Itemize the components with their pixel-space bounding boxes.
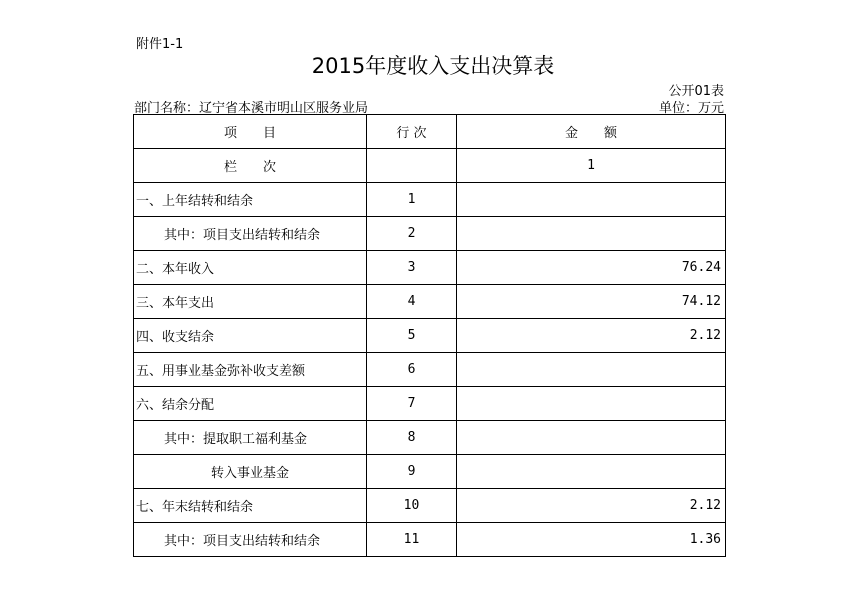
- row-item: 转入事业基金: [134, 455, 367, 489]
- row-line: 10: [367, 489, 457, 523]
- table-row: [134, 523, 726, 557]
- table-row: [134, 455, 726, 489]
- budget-table: [133, 114, 726, 557]
- row-amount: 76.24: [457, 251, 726, 285]
- header-row: [134, 115, 726, 149]
- column-line: [367, 149, 457, 183]
- department-name: 部门名称：辽宁省本溪市明山区服务业局: [134, 101, 369, 116]
- row-amount: 2.12: [457, 489, 726, 523]
- row-item: 其中：项目支出结转和结余: [134, 217, 367, 251]
- header-line: 行 次: [367, 115, 457, 149]
- table-row: [134, 319, 726, 353]
- row-line: 9: [367, 455, 457, 489]
- row-line: 1: [367, 183, 457, 217]
- table-row: [134, 285, 726, 319]
- row-amount: [457, 183, 726, 217]
- row-item: 四、收支结余: [134, 319, 367, 353]
- row-line: 3: [367, 251, 457, 285]
- row-amount: [457, 353, 726, 387]
- row-amount: [457, 217, 726, 251]
- row-line: 5: [367, 319, 457, 353]
- row-item: 七、年末结转和结余: [134, 489, 367, 523]
- table-row: [134, 353, 726, 387]
- row-item: 五、用事业基金弥补收支差额: [134, 353, 367, 387]
- row-item: 六、结余分配: [134, 387, 367, 421]
- table-row: [134, 183, 726, 217]
- row-amount: 1.36: [457, 523, 726, 557]
- row-item: 其中：提取职工福利基金: [134, 421, 367, 455]
- column-amount: 1: [457, 149, 726, 183]
- row-amount: 2.12: [457, 319, 726, 353]
- row-amount: [457, 421, 726, 455]
- row-line: 7: [367, 387, 457, 421]
- table-row: [134, 387, 726, 421]
- row-item: 其中：项目支出结转和结余: [134, 523, 367, 557]
- form-code: 公开01表: [668, 84, 724, 99]
- unit-label: 单位：万元: [658, 101, 724, 116]
- row-item: 二、本年收入: [134, 251, 367, 285]
- column-number-row: [134, 149, 726, 183]
- row-item: 三、本年支出: [134, 285, 367, 319]
- table-row: [134, 251, 726, 285]
- header-amount: 金 额: [457, 115, 726, 149]
- row-line: 4: [367, 285, 457, 319]
- row-line: 2: [367, 217, 457, 251]
- column-label: 栏 次: [134, 149, 367, 183]
- row-amount: [457, 455, 726, 489]
- row-amount: [457, 387, 726, 421]
- table-row: [134, 489, 726, 523]
- row-line: 8: [367, 421, 457, 455]
- row-line: 11: [367, 523, 457, 557]
- table-row: [134, 217, 726, 251]
- header-item: 项 目: [134, 115, 367, 149]
- table-row: [134, 421, 726, 455]
- row-amount: 74.12: [457, 285, 726, 319]
- attachment-label: 附件1-1: [136, 37, 184, 52]
- row-line: 6: [367, 353, 457, 387]
- row-item: 一、上年结转和结余: [134, 183, 367, 217]
- page-title: 2015年度收入支出决算表: [311, 54, 555, 78]
